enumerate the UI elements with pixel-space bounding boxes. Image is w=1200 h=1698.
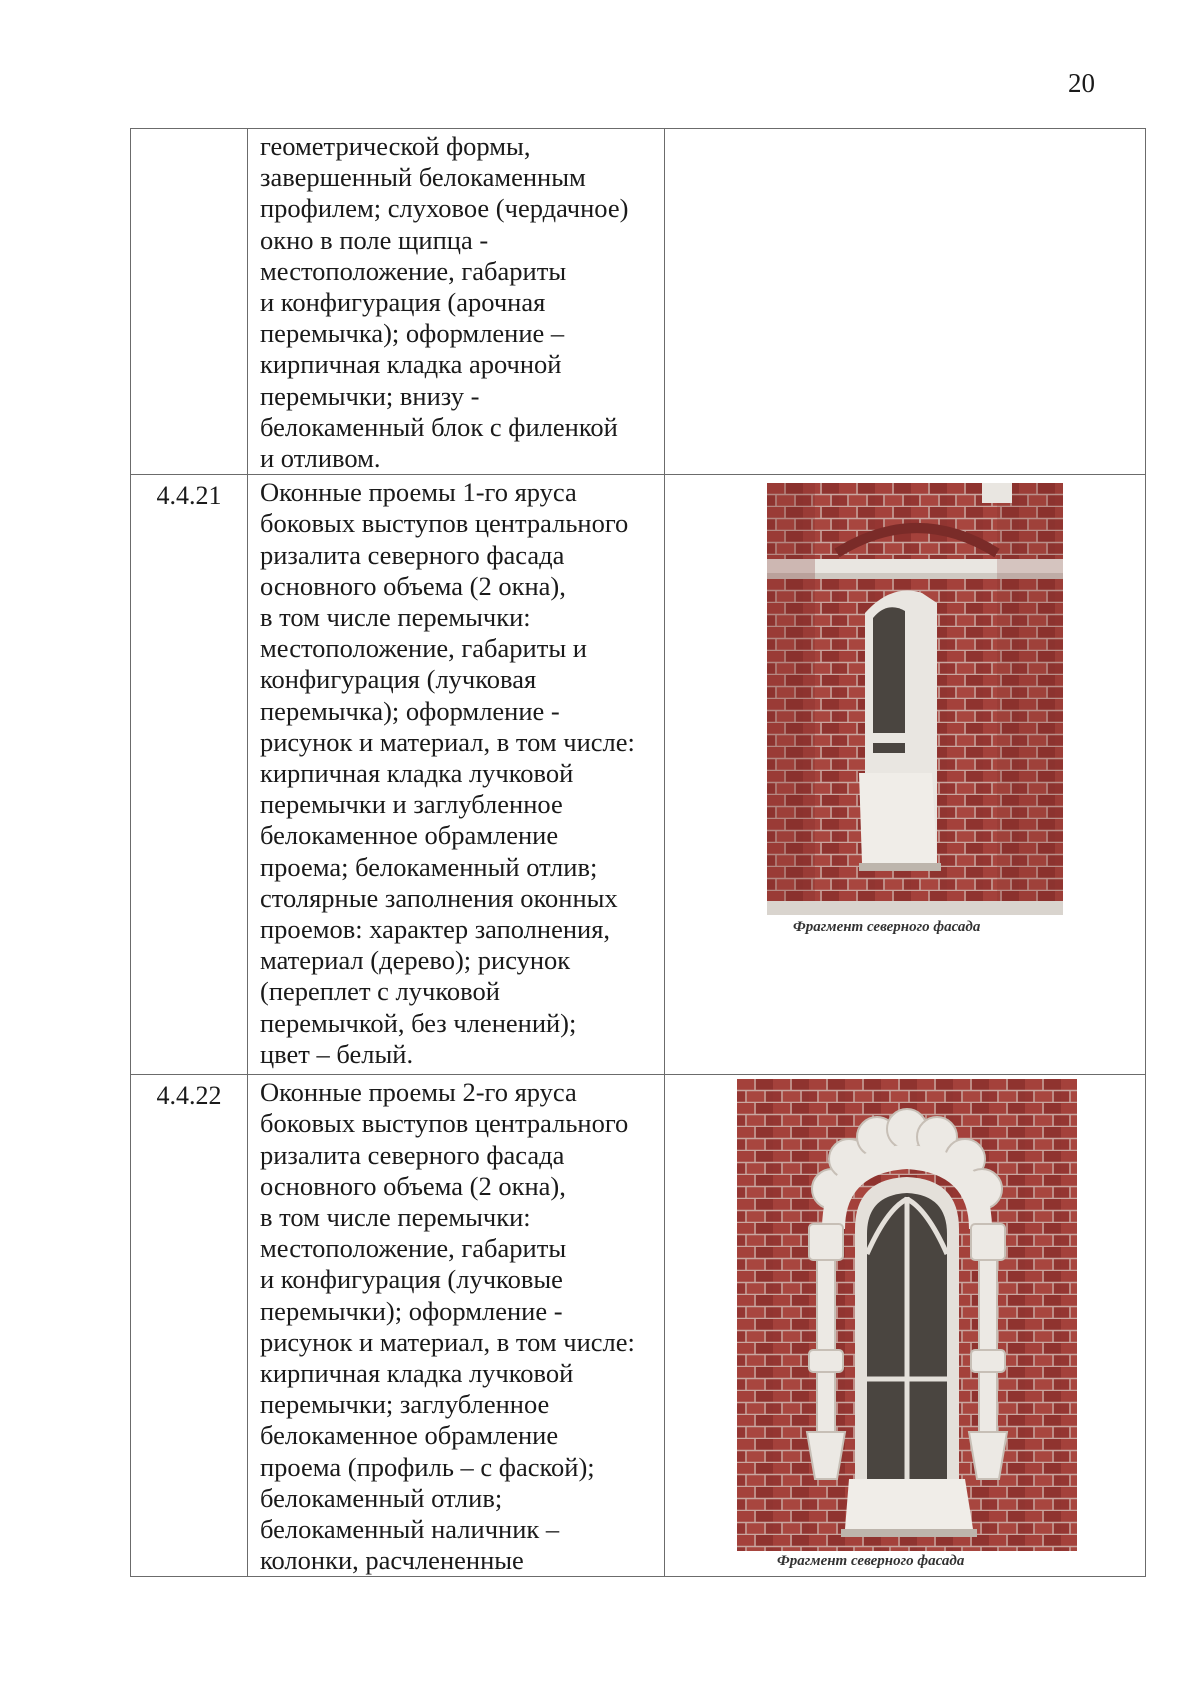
row-description: Оконные проемы 2-го яруса боковых выступов центрального ризалита северного фасада основного объема (2 окна), в том числе перемычки: местоположение, габариты и конфигурация (лучковые перемычки); оформление - рисунок и материал, в том числе: кирпичная кладка лучковой перемычки; заглубленное белокаменное обрамление проема (профиль – с фаской); белокаменный отлив; белокаменный наличник – колонки, расчлененные [248,1075,665,1577]
photo-caption: Фрагмент северного фасада [777,1553,965,1570]
heritage-register-table [130,128,1146,1577]
row-description: геометрической формы, завершенный белокаменным профилем; слуховое (чердачное) окно в поле щипца - местоположение, габариты и конфигурация (арочная перемычка); оформление – кирпичная кладка арочной перемычки; внизу - белокаменный блок с филенкой и отливом. [248,129,665,475]
row-photo-cell [665,1075,1146,1577]
facade-photo-window-tier2 [737,1079,1077,1551]
row-number [131,129,248,475]
row-number: 4.4.21 [131,475,248,1075]
page-number: 20 [1068,68,1095,98]
table-row [131,129,1146,475]
table-row [131,475,1146,1075]
row-description: Оконные проемы 1-го яруса боковых выступов центрального ризалита северного фасада основного объема (2 окна), в том числе перемычки: местоположение, габариты и конфигурация (лучковая перемычка); оформление - рисунок и материал, в том числе: кирпичная кладка лучковой перемычки и заглубленное белокаменное обрамление проема; белокаменный отлив; столярные заполнения оконных проемов: характер заполнения, материал (дерево); рисунок (переплет с лучковой перемычкой, без членений); цвет – белый. [248,475,665,1075]
row-photo-cell [665,475,1146,1075]
facade-photo-window-tier1 [767,483,1063,915]
row-photo-cell [665,129,1146,475]
photo-caption: Фрагмент северного фасада [793,919,981,936]
row-number: 4.4.22 [131,1075,248,1577]
table-row [131,1075,1146,1577]
